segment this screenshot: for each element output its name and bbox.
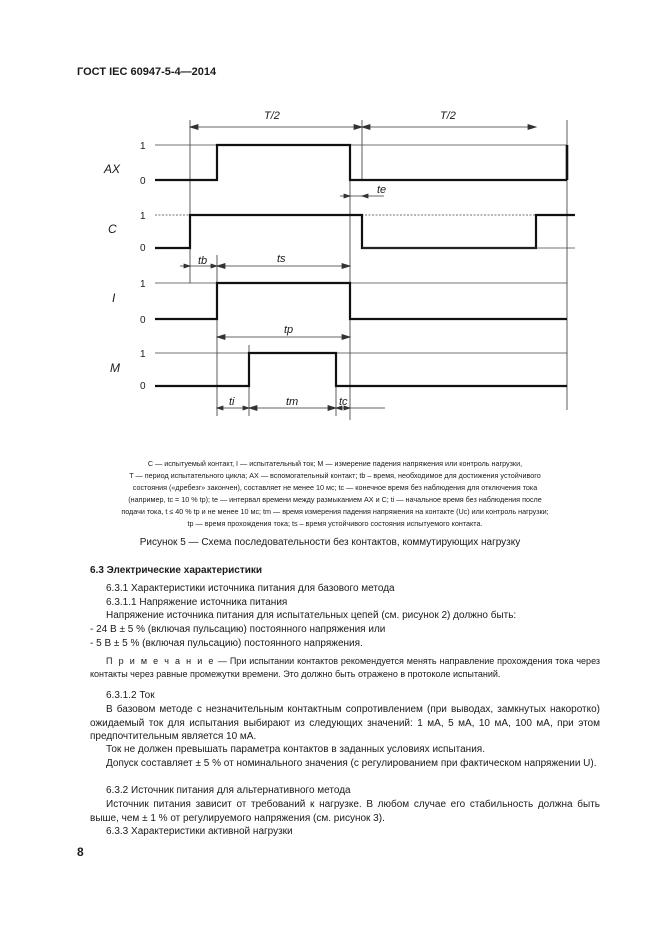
legend-line: состояния («дребезг» закончен), составляет не менее 10 мс; tc — конечное время без наблюдения для отключения тока (132, 483, 538, 492)
signal-ax (155, 145, 567, 180)
paragraph: В базовом методе с незначительным контактным сопротивлением (при выводах, замкнутых накоротко) ожидаемый ток для испытания выбирают из следующих значений: 1 мА, 5 мА, 10 мА, 100 мА, при этом предпочтительным является 10 мА. (90, 704, 600, 742)
subsection-title: 6.3.1.1 Напряжение источника питания (106, 597, 288, 608)
paragraph: Ток не должен превышать параметра контактов в заданных условиях испытания. (106, 744, 485, 755)
period-dimension (190, 125, 536, 130)
row-m-high: 1 (140, 349, 146, 360)
row-label-m: M (110, 361, 120, 375)
label-tp: tp (284, 324, 294, 336)
subsection-title: 6.3.3 Характеристики активной нагрузки (106, 826, 293, 837)
row-m-low: 0 (140, 381, 146, 392)
timing-diagram (0, 0, 661, 440)
legend-line: tp — время прохождения тока; ts – время устойчивого состояния испытуемого контакта. (187, 519, 483, 528)
note-text: — При испытании контактов рекомендуется менять направление прохождения тока через контакты через равные промежутки времени. Это должно быть отражено в протоколе испытаний. (90, 656, 600, 679)
note-label: П р и м е ч а н и е (106, 656, 216, 666)
row-i-low: 0 (140, 315, 146, 326)
note (90, 655, 600, 681)
legend-line: T — период испытательного цикла; AX — вспомогательный контакт; tb – время, необходимое для достижения устойчивого (129, 471, 541, 480)
label-ts: ts (277, 253, 286, 265)
period-label-right: T/2 (440, 110, 456, 122)
row-label-ax: AX (104, 162, 121, 176)
subsection-title: 6.3.2 Источник питания для альтернативного метода (106, 785, 351, 796)
subsection-title: 6.3.1 Характеристики источника питания для базового метода (106, 583, 395, 594)
row-i-high: 1 (140, 279, 146, 290)
row-ax-low: 0 (140, 176, 146, 187)
figure-legend (85, 458, 585, 530)
signal-c (155, 215, 575, 248)
signal-i (155, 283, 567, 319)
section-heading: 6.3 Электрические характеристики (90, 565, 263, 576)
legend-line: C — испытуемый контакт, I — испытательный ток; M — измерение падения напряжения или контроль нагрузки, (147, 459, 523, 468)
ti-tm-tc-dimension (217, 406, 385, 411)
label-tb: tb (198, 255, 208, 267)
label-tm: tm (286, 396, 299, 408)
label-te: te (377, 184, 387, 196)
figure-caption: Рисунок 5 — Схема последовательности без контактов, коммутирующих нагрузку (139, 537, 521, 548)
row-label-i: I (112, 291, 116, 305)
reference-lines (190, 120, 567, 420)
row-c-high: 1 (140, 211, 146, 222)
paragraph: Допуск составляет ± 5 % от номинального значения (с регулированием при фактическом напряжении U). (106, 758, 597, 769)
row-c-low: 0 (140, 243, 146, 254)
paragraph: Источник питания зависит от требований к нагрузке. В любом случае его стабильность должна быть выше, чем ± 1 % от регулируемого напряжения (см. рисунок 3). (90, 799, 600, 824)
legend-line: (например, tc = 10 % tp); te — интервал времени между размыканием AX и C; ti — начальное время без наблюдения после (128, 495, 542, 504)
legend-line: подачи тока, t ≤ 40 % tp и не менее 10 мс; tm — время измерения падения напряжения на контакте (Uc) или контроль нагрузки; (121, 507, 549, 516)
paragraph: Напряжение источника питания для испытательных цепей (см. рисунок 2) должно быть: (106, 610, 517, 621)
label-tc: tc (339, 396, 348, 408)
document-header: ГОСТ IEC 60947-5-4—2014 (77, 66, 217, 78)
list-item: - 5 В ± 5 % (включая пульсацию) постоянного напряжения. (90, 638, 363, 649)
label-ti: ti (229, 396, 235, 408)
row-label-c: C (108, 222, 117, 236)
period-label-left: T/2 (264, 110, 280, 122)
page-number: 8 (77, 845, 84, 859)
row-ax-high: 1 (140, 141, 146, 152)
list-item: - 24 В ± 5 % (включая пульсацию) постоянного напряжения или (90, 624, 386, 635)
subsection-title: 6.3.1.2 Ток (106, 690, 155, 701)
